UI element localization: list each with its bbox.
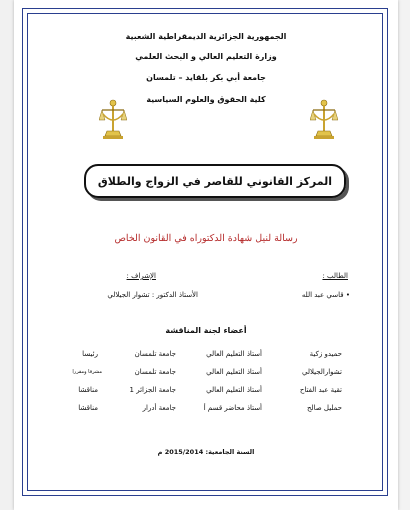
- supervisor-name: الأستاذ الدكتور : تشوار الجيلالي: [107, 291, 198, 299]
- member-institution: جامعة أدرار: [142, 404, 176, 412]
- member-institution: جامعة الجزائر 1: [129, 386, 176, 394]
- republic-line: الجمهورية الجزائرية الديمقراطية الشعبية: [125, 32, 287, 41]
- viewer-left-gutter: [0, 0, 14, 510]
- member-institution: جامعة تلمسان: [134, 350, 176, 358]
- scales-of-justice-emblem-right-icon: [310, 98, 338, 140]
- university-line: جامعة أبي بكر بلقايد – تلمسان: [146, 73, 266, 82]
- member-name: تقية عبد الفتاح: [299, 386, 342, 394]
- member-rank: أستاذ محاضر قسم أ: [203, 404, 262, 412]
- member-role: مناقشا: [78, 404, 98, 412]
- member-rank: أستاذ التعليم العالي: [206, 386, 262, 394]
- student-label: الطالب :: [322, 272, 348, 280]
- member-name: حمليل صالح: [306, 404, 342, 412]
- committee-heading: أعضاء لجنة المناقشة: [165, 326, 247, 335]
- member-name: حميدو زكية: [309, 350, 342, 358]
- member-rank: أستاذ التعليم العالي: [206, 368, 262, 376]
- member-name: تشوارالجيلالي: [302, 368, 342, 376]
- thesis-title: المركز القانوني للقاصر في الزواج والطلاق: [97, 174, 333, 188]
- viewer-scrollbar[interactable]: [398, 0, 410, 510]
- scales-of-justice-emblem-left-icon: [99, 98, 127, 140]
- thesis-subtitle: رسالة لنيل شهادة الدكتوراه في القانون الخاص: [114, 233, 298, 244]
- member-rank: أستاذ التعليم العالي: [206, 350, 262, 358]
- supervisor-label: الإشراف :: [126, 272, 156, 280]
- student-name: • قاسي عبد الله: [301, 291, 350, 299]
- bullet-icon: •: [345, 291, 350, 299]
- page-border-inner: [27, 13, 383, 491]
- thesis-title-box: [84, 164, 346, 198]
- faculty-line: كلية الحقوق والعلوم السياسية: [146, 95, 266, 104]
- academic-year-label: السنة الجامعية:: [205, 448, 255, 456]
- academic-year: [14, 448, 398, 456]
- member-role: رئيسا: [82, 350, 98, 358]
- member-role: مناقشا: [78, 386, 98, 394]
- member-role: مشرفا ومقررا: [72, 369, 102, 375]
- document-page: [14, 0, 398, 510]
- member-institution: جامعة تلمسان: [134, 368, 176, 376]
- academic-year-value: 2015/2014 م: [157, 448, 204, 456]
- ministry-line: وزارة التعليم العالي و البحث العلمي: [135, 52, 277, 61]
